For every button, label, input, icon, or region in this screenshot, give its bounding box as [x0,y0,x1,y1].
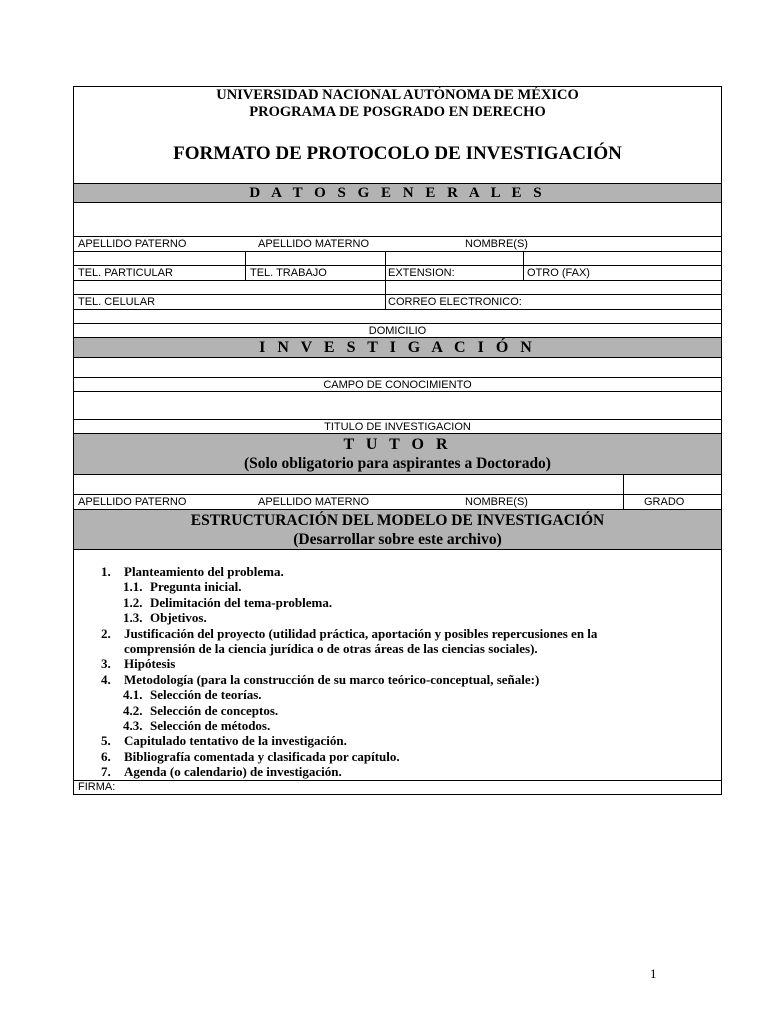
phone-input-row[interactable] [74,251,721,265]
list-item-number: 5. [101,733,111,749]
phone-labels-row [74,265,721,280]
list-item [74,672,721,687]
program-name: PROGRAMA DE POSGRADO EN DERECHO [249,104,546,120]
cell-divider [523,266,524,280]
list-item-text: Metodología (para la construcción de su marco teórico-conceptual, señale:) [124,671,540,687]
list-item-number: 1.2. [123,594,143,610]
list-item [74,656,721,671]
investigacion-heading [74,337,721,357]
tutor-nombre-label: NOMBRE(S) [465,496,528,508]
cell-divider [385,281,386,294]
tel-celular-label: TEL. CELULAR [78,296,156,308]
datos-generales-heading [74,183,721,202]
cell-divider [245,252,246,265]
cell-email-labels-row [74,294,721,309]
cell-divider [245,266,246,280]
cell-divider [385,266,386,280]
titulo-label: TITULO DE INVESTIGACION [324,421,471,433]
list-item [74,749,721,764]
list-item-text: Bibliografía comentada y clasificada por capítulo. [124,748,400,764]
list-item-number: 1. [101,564,111,579]
list-item-text: Objetivos. [150,610,207,626]
cell-divider [523,252,524,265]
otro-fax-label: OTRO (FAX) [527,267,590,279]
domicilio-input-row[interactable] [74,309,721,323]
list-item-number: 4.1. [123,687,143,703]
estructuracion-list [74,564,721,780]
list-item [74,703,721,718]
list-item [74,764,721,779]
investigacion-heading-text: I N V E S T I G A C I Ó N [259,339,536,356]
list-item-number: 6. [101,748,111,764]
grado-label: GRADO [644,496,685,508]
tutor-apellido-paterno-label: APELLIDO PATERNO [78,496,187,508]
extension-label: EXTENSION: [388,267,455,279]
estructuracion-heading-text: ESTRUCTURACIÓN DEL MODELO DE INVESTIGACIÓN [190,512,605,529]
campo-label-row [74,377,721,391]
university-name: UNIVERSIDAD NACIONAL AUTÓNOMA DE MÉXICO [216,87,579,103]
list-item-text: Selección de conceptos. [150,702,279,718]
list-item-text: Selección de teorías. [150,687,262,703]
firma-row[interactable] [74,780,721,794]
list-item [74,718,721,733]
nombre-label: NOMBRE(S) [465,238,528,250]
list-item-text: Hipótesis [124,656,176,672]
list-item [74,579,721,594]
list-item-number: 2. [101,625,111,641]
estructuracion-list-box [74,549,721,780]
list-item-number: 4. [101,671,111,687]
tutor-apellido-materno-label: APELLIDO MATERNO [258,496,370,508]
tutor-input-row[interactable] [74,474,721,494]
list-item-number: 3. [101,656,111,672]
cell-divider [623,475,624,494]
cell-divider [623,495,624,509]
cell-divider [385,295,386,309]
titulo-input-row[interactable] [74,391,721,419]
cell-divider [385,252,386,265]
tutor-heading [74,433,721,474]
estructuracion-subheading: (Desarrollar sobre este archivo) [293,531,502,548]
campo-label: CAMPO DE CONOCIMIENTO [323,379,472,391]
tutor-heading-text: T U T O R [343,436,452,453]
list-item [74,733,721,748]
form-title: FORMATO DE PROTOCOLO DE INVESTIGACIÓN [173,143,622,164]
tel-particular-label: TEL. PARTICULAR [78,267,173,279]
list-item-text: comprensión de la ciencia jurídica o de otras áreas de las ciencias sociales). [124,641,538,657]
list-item [74,564,721,579]
name-labels-row [74,236,721,251]
cell-email-input-row[interactable] [74,280,721,294]
estructuracion-heading [74,509,721,549]
tutor-labels-row [74,494,721,509]
protocol-form [73,86,722,795]
form-header [74,87,721,183]
list-item-number: 7. [101,764,111,780]
domicilio-label: DOMICILIO [368,325,427,337]
datos-generales-heading-text: D A T O S G E N E R A L E S [249,185,546,201]
domicilio-label-row [74,323,721,337]
list-item-text: Planteamiento del problema. [124,564,284,579]
list-item-text: Agenda (o calendario) de investigación. [124,764,342,780]
apellido-paterno-label: APELLIDO PATERNO [78,238,187,250]
tutor-subheading: (Solo obligatorio para aspirantes a Doctorado) [244,455,551,472]
apellido-materno-label: APELLIDO MATERNO [258,238,370,250]
list-item [74,595,721,610]
tel-trabajo-label: TEL. TRABAJO [250,267,327,279]
list-item [74,641,721,656]
list-item-number: 1.3. [123,610,143,626]
list-item-number: 4.2. [123,702,143,718]
correo-label: CORREO ELECTRONICO: [388,296,522,308]
list-item-text: Justificación del proyecto (utilidad práctica, aportación y posibles repercusiones en la [124,625,598,641]
list-item-text: Capitulado tentativo de la investigación. [124,733,347,749]
campo-input-row[interactable] [74,357,721,377]
list-item-number: 4.3. [123,718,143,734]
list-item-text: Delimitación del tema-problema. [150,594,333,610]
list-item-number: 1.1. [123,579,143,595]
list-item [74,610,721,625]
list-item [74,687,721,702]
list-item-text: Selección de métodos. [150,718,271,734]
titulo-label-row [74,419,721,433]
name-input-row[interactable] [74,202,721,236]
list-item [74,626,721,641]
firma-label: FIRMA: [78,781,116,793]
page-number: 1 [650,966,657,981]
list-item-text: Pregunta inicial. [150,579,242,595]
